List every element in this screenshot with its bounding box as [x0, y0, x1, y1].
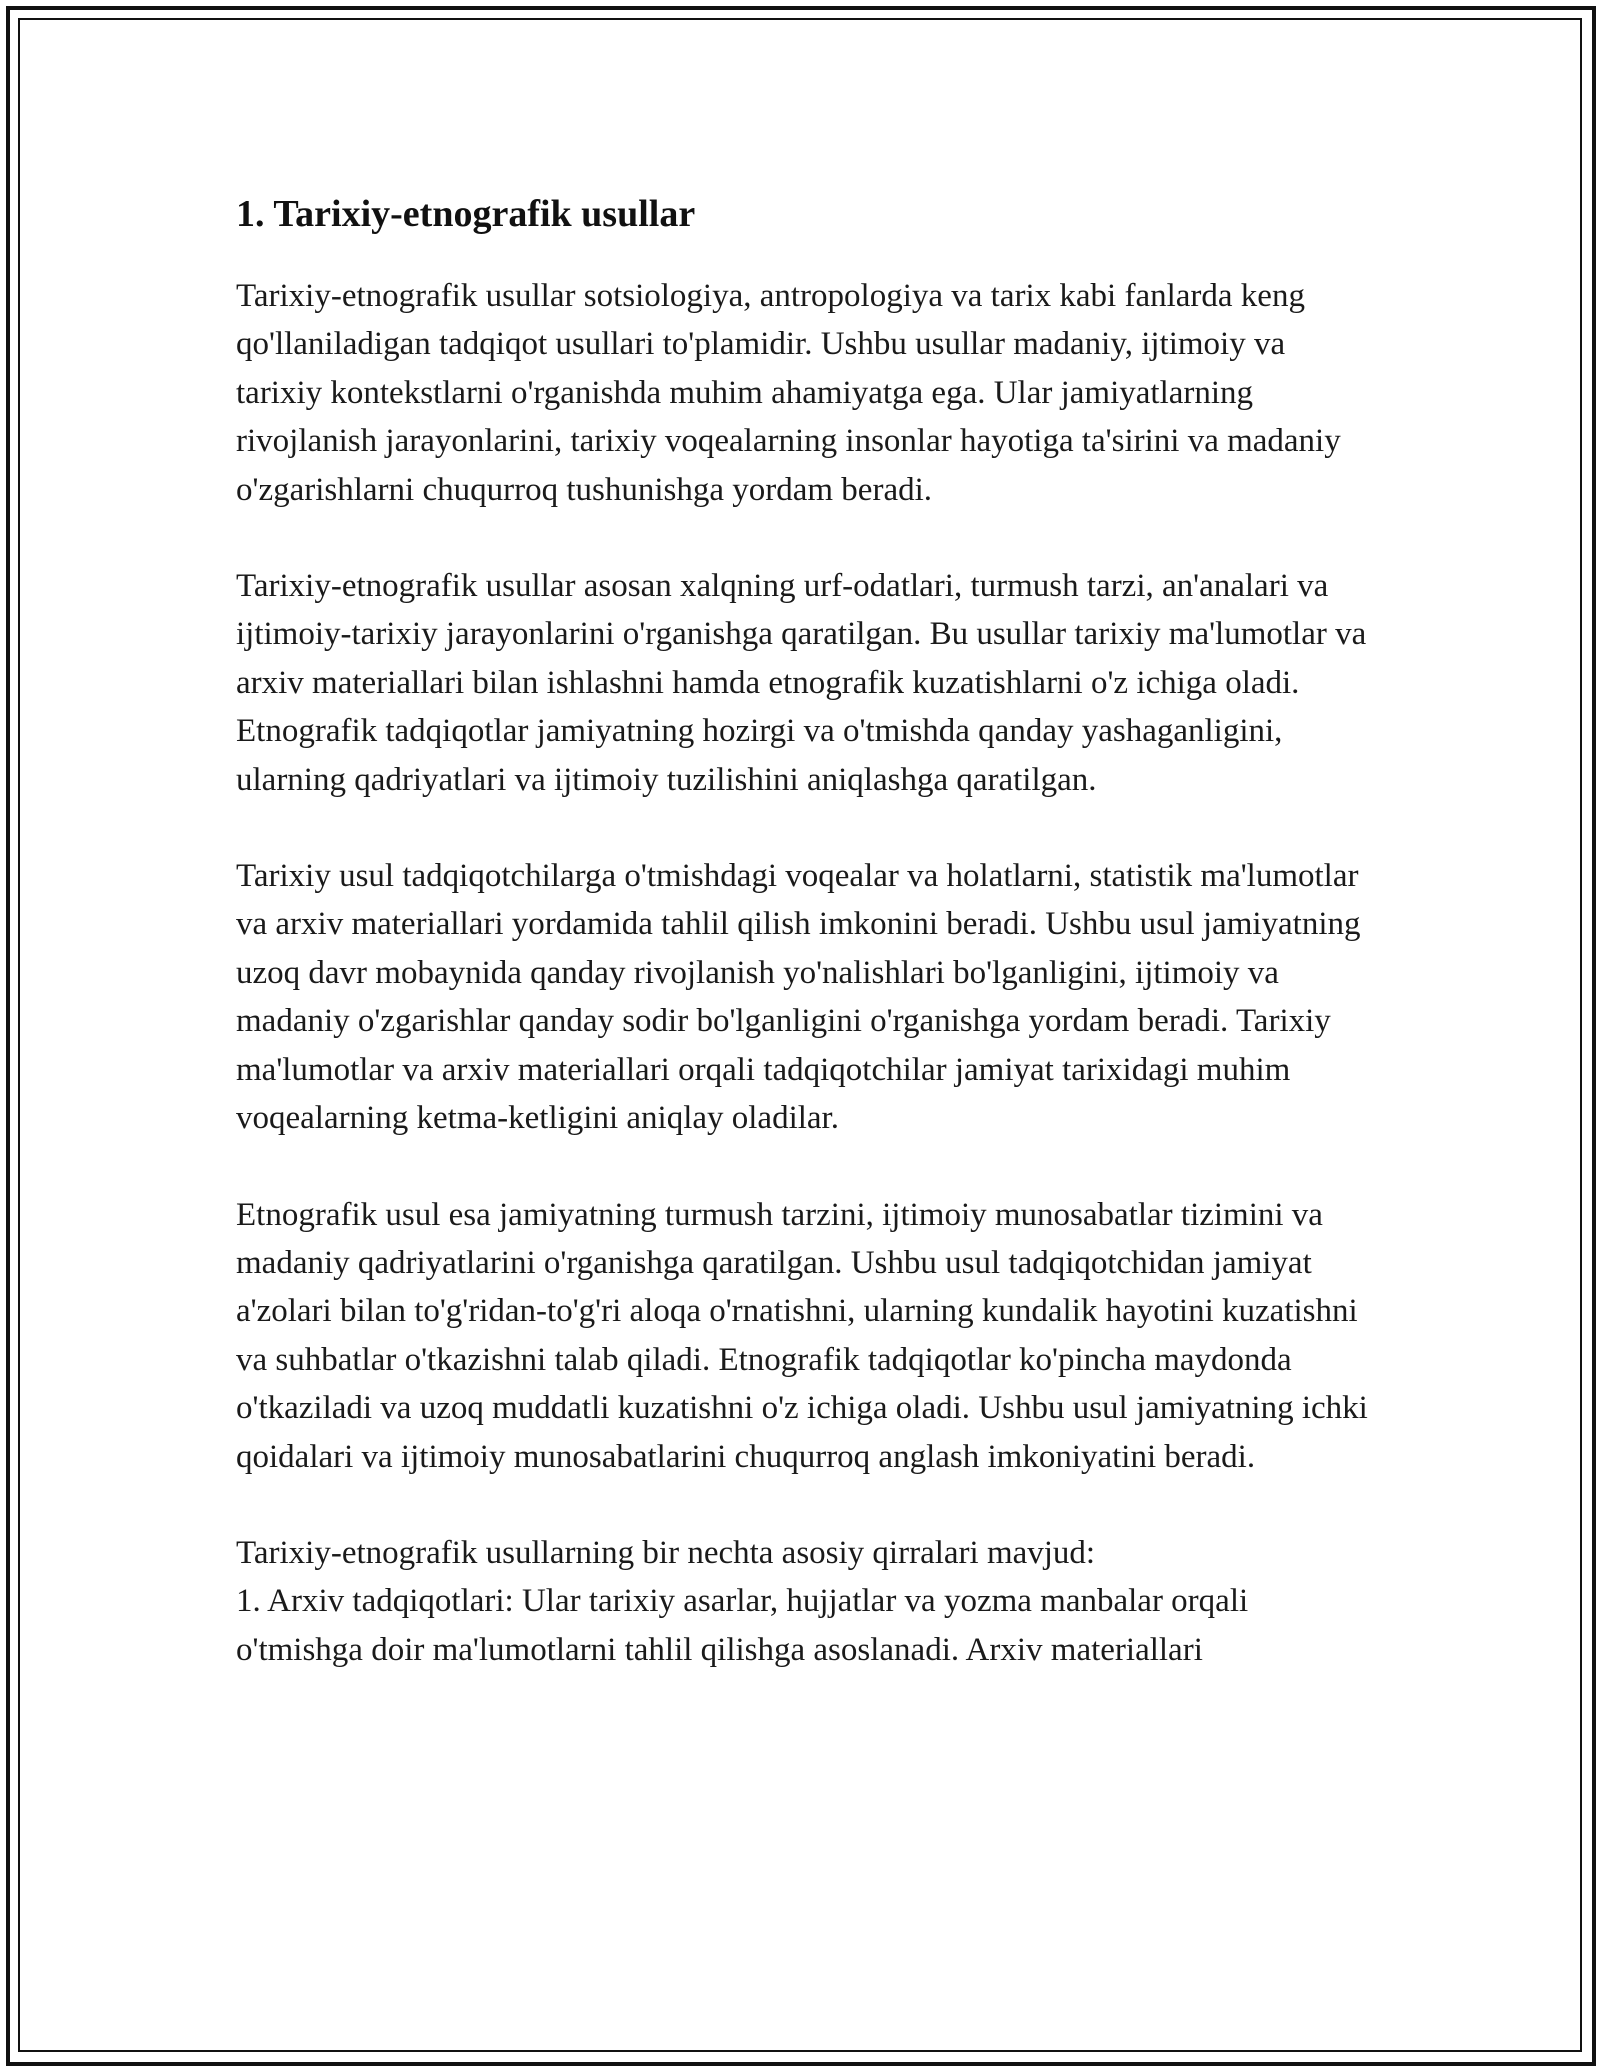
paragraph-2: Tarixiy-etnografik usullar asosan xalqning urf-odatlari, turmush tarzi, an'analari va ijtimoiy-tarixiy jarayonlarini o'rganishga qaratilgan. Bu usullar tarixiy ma'lumotlar va arxiv materiallari bilan ishlashni hamda etnografik kuzatishlarni o'z ichiga oladi. Etnografik tadqiqotlar jamiyatning hozirgi va o'tmishda qanday yashaganligini, ularning qadriyatlari va ijtimoiy tuzilishini aniqlashga qaratilgan.: [236, 568, 1367, 798]
list-item-1: 1. Arxiv tadqiqotlari: Ular tarixiy asarlar, hujjatlar va yozma manbalar orqali o'tmishga doir ma'lumotlarni tahlil qilishga asoslanadi. Arxiv materiallari: [236, 1583, 1249, 1668]
list-intro: Tarixiy-etnografik usullarning bir nechta asosiy qirralari mavjud:: [236, 1534, 1096, 1571]
document-body: [236, 186, 1376, 1674]
paragraph-4: Etnografik usul esa jamiyatning turmush tarzini, ijtimoiy munosabatlar tizimini va madaniy qadriyatlarini o'rganishga qaratilgan. Ushbu usul tadqiqotchidan jamiyat a'zolari bilan to'g'ridan-to'g'ri aloqa o'rnatishni, ularning kundalik hayotini kuzatishni va suhbatlar o'tkazishni talab qiladi. Etnografik tadqiqotlar ko'pincha maydonda o'tkaziladi va uzoq muddatli kuzatishni o'z ichiga oladi. Ushbu usul jamiyatning ichki qoidalari va ijtimoiy munosabatlarini chuqurroq anglash imkoniyatini beradi.: [236, 1196, 1368, 1475]
paragraph-3: Tarixiy usul tadqiqotchilarga o'tmishdagi voqealar va holatlarni, statistik ma'lumotlar va arxiv materiallari yordamida tahlil qilish imkonini beradi. Ushbu usul jamiyatning uzoq davr mobaynida qanday rivojlanish yo'nalishlari bo'lganligini, ijtimoiy va madaniy o'zgarishlar qanday sodir bo'lganligini o'rganishga yordam beradi. Tarixiy ma'lumotlar va arxiv materiallari orqali tadqiqotchilar jamiyat tarixidagi muhim voqealarning ketma-ketligini aniqlay oladilar.: [236, 858, 1361, 1137]
paragraph-1: Tarixiy-etnografik usullar sotsiologiya, antropologiya va tarix kabi fanlarda keng qo'llaniladigan tadqiqot usullari to'plamidir. Ushbu usullar madaniy, ijtimoiy va tarixiy kontekstlarni o'rganishda muhim ahamiyatga ega. Ular jamiyatlarning rivojlanish jarayonlarini, tarixiy voqealarning insonlar hayotiga ta'sirini va madaniy o'zgarishlarni chuqurroq tushunishga yordam beradi.: [236, 278, 1341, 508]
section-heading: 1. Tarixiy-etnografik usullar: [236, 193, 696, 235]
